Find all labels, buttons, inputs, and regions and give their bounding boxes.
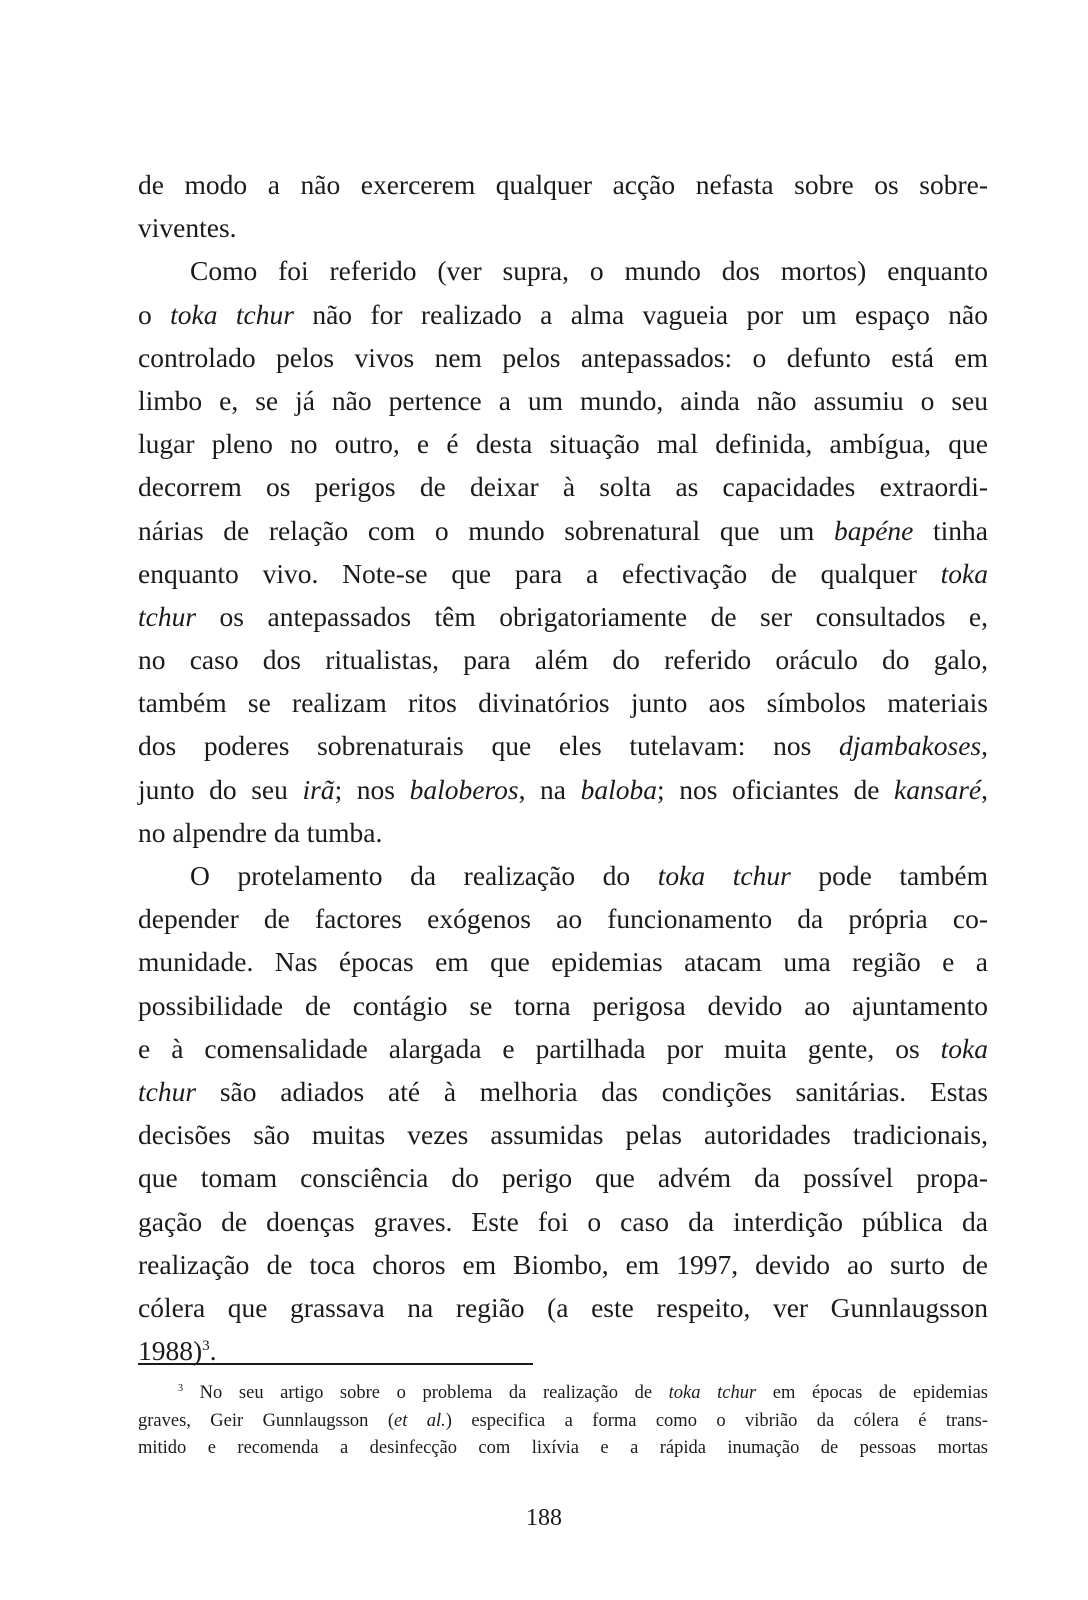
text-line <box>138 1070 988 1113</box>
text-run: também se realizam ritos divinatórios junto aos símbolos materiais <box>138 687 988 719</box>
text-run: depender de factores exógenos ao funcionamento da própria co- <box>138 903 988 935</box>
text-line <box>138 638 988 681</box>
text-line <box>138 509 988 552</box>
text-run: e à comensalidade alargada e partilhada por muita gente, os <box>138 1032 941 1064</box>
footnote-line <box>138 1408 988 1436</box>
text-line <box>138 897 988 940</box>
italic-term: irã <box>302 773 335 805</box>
text-run: os antepassados têm obrigatoriamente de ser consultados e, <box>196 600 988 632</box>
text-run: mitido e recomenda a desinfecção com lixívia e a rápida inumação de pessoas mortas <box>138 1438 988 1458</box>
text-line <box>138 940 988 983</box>
text-run: são adiados até à melhoria das condições sanitárias. Estas <box>196 1075 988 1107</box>
text-line <box>138 1113 988 1156</box>
text-run: . <box>209 1335 217 1367</box>
text-run: no caso dos ritualistas, para além do referido oráculo do galo, <box>138 644 988 676</box>
text-run: gação de doenças graves. Este foi o caso da interdição pública da <box>138 1205 988 1237</box>
text-run: enquanto vivo. Note-se que para a efectivação de qualquer <box>138 557 941 589</box>
italic-term: tchur <box>138 1075 197 1107</box>
text-run: o <box>138 298 171 330</box>
text-line <box>138 552 988 595</box>
text-line <box>138 811 988 854</box>
italic-term: et al. <box>394 1410 446 1431</box>
text-run: cólera que grassava na região (a este respeito, ver Gunnlaugsson <box>138 1291 988 1323</box>
italic-term: kansaré <box>894 773 982 805</box>
text-run: realização de toca choros em Biombo, em 1997, devido ao surto de <box>138 1248 988 1280</box>
footnote-line <box>138 1435 988 1463</box>
italic-term: toka <box>940 557 988 589</box>
text-run: graves, Geir Gunnlaugsson ( <box>138 1410 394 1431</box>
text-run: Como foi referido (ver supra, o mundo dos mortos) enquanto <box>190 255 988 287</box>
text-line <box>138 336 988 379</box>
text-run: nárias de relação com o mundo sobrenatural que um <box>138 514 834 546</box>
text-run: ; nos <box>334 773 410 805</box>
text-line <box>138 1027 988 1070</box>
text-run: junto do seu <box>138 773 303 805</box>
text-line <box>138 379 988 422</box>
italic-term: baloberos <box>409 773 519 805</box>
text-line <box>138 595 988 638</box>
text-run: O protelamento da realização do <box>190 860 658 891</box>
page-number: 188 <box>526 1505 562 1531</box>
footnote-line <box>138 1380 988 1408</box>
italic-term: djambakoses <box>839 730 982 762</box>
text-line <box>138 422 988 465</box>
italic-term: toka <box>940 1032 988 1064</box>
text-run: no alpendre da tumba. <box>138 816 383 848</box>
text-run: ) especifica a forma como o vibrião da cólera é trans- <box>445 1410 988 1431</box>
text-run: controlado pelos vivos nem pelos antepassados: o defunto está em <box>138 341 988 373</box>
footnote-marker: 3 <box>202 1337 210 1354</box>
text-run: munidade. Nas épocas em que epidemias atacam uma região e a <box>138 946 988 978</box>
text-line <box>138 768 988 811</box>
text-run: limbo e, se já não pertence a um mundo, ainda não assumiu o seu <box>138 384 988 416</box>
text-run: em épocas de epidemias <box>756 1383 988 1403</box>
text-run: decisões são muitas vezes assumidas pelas autoridades tradicionais, <box>138 1119 988 1151</box>
text-line <box>138 1243 988 1286</box>
text-run: de modo a não exercerem qualquer acção nefasta sobre os sobre- <box>138 169 988 200</box>
text-run: decorrem os perigos de deixar à solta as capacidades extraordi- <box>138 471 988 503</box>
italic-term: toka tchur <box>668 1383 757 1403</box>
italic-term: toka tchur <box>657 860 791 891</box>
text-line <box>138 681 988 724</box>
text-line <box>138 854 988 897</box>
text-run: lugar pleno no outro, e é desta situação mal definida, ambígua, que <box>138 428 988 460</box>
text-line <box>138 1329 988 1372</box>
italic-term: tchur <box>138 600 197 632</box>
text-run: , <box>981 730 988 762</box>
italic-term: bapéne <box>833 514 914 546</box>
text-line <box>138 206 988 249</box>
text-line <box>138 724 988 767</box>
text-run: , na <box>518 773 581 805</box>
footnote-separator <box>138 1363 533 1365</box>
text-run: 1988) <box>138 1335 203 1367</box>
text-run: possibilidade de contágio se torna perigosa devido ao ajuntamento <box>138 989 988 1021</box>
text-line <box>138 984 988 1027</box>
italic-term: toka tchur <box>170 298 294 330</box>
text-line <box>138 1200 988 1243</box>
text-line <box>138 1156 988 1199</box>
text-run: ; nos oficiantes de <box>656 773 895 805</box>
text-run: dos poderes sobrenaturais que eles tutelavam: nos <box>138 730 840 762</box>
text-line <box>138 293 988 336</box>
footnote <box>138 1380 988 1463</box>
text-run: No seu artigo sobre o problema da realização de <box>183 1383 669 1403</box>
text-run: não for realizado a alma vagueia por um espaço não <box>293 298 988 330</box>
text-line <box>138 249 988 292</box>
text-line <box>138 163 988 206</box>
footnote-marker: 3 <box>178 1382 184 1394</box>
text-line <box>138 465 988 508</box>
text-run: , <box>981 773 988 805</box>
text-line <box>138 1286 988 1329</box>
text-run: viventes. <box>138 212 237 244</box>
text-run: pode também <box>790 860 988 891</box>
text-run: tinha <box>913 514 988 546</box>
italic-term: baloba <box>580 773 657 805</box>
body-text <box>138 163 988 1372</box>
text-run: que tomam consciência do perigo que advém da possível propa- <box>138 1162 988 1194</box>
